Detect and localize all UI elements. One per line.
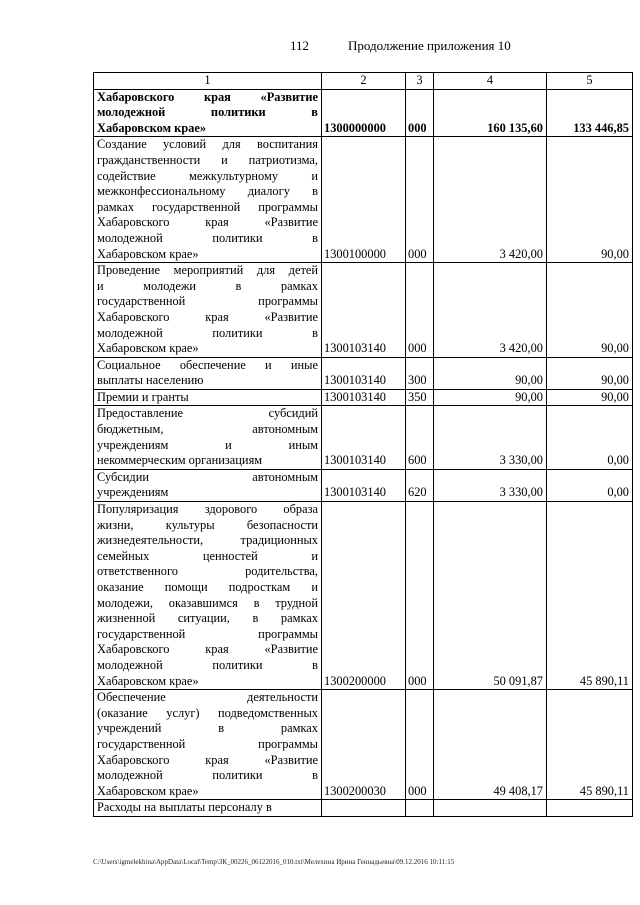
table-row	[94, 357, 633, 389]
expense-type-code: 620	[406, 469, 434, 501]
target-article-code: 1300103140	[322, 263, 406, 358]
row-name-line: содействие межкультурному и	[97, 168, 318, 183]
amount-2018: 133 446,85	[547, 89, 633, 137]
table-row	[94, 690, 633, 800]
target-article-code: 1300100000	[322, 137, 406, 263]
column-number-row	[94, 73, 633, 90]
row-name	[94, 389, 322, 406]
expense-type-code: 000	[406, 263, 434, 358]
target-article-code: 1300103140	[322, 406, 406, 469]
target-article-code: 1300103140	[322, 389, 406, 406]
amount-2017: 3 330,00	[434, 406, 547, 469]
amount-2017: 160 135,60	[434, 89, 547, 137]
row-name-line: выплаты населению	[97, 373, 204, 388]
target-article-code	[322, 800, 406, 817]
amount-2018	[547, 800, 633, 817]
expense-type-code: 000	[406, 89, 434, 137]
row-name	[94, 357, 322, 389]
budget-table	[93, 72, 633, 817]
page-header	[0, 38, 640, 58]
row-name-line: учреждениям	[97, 485, 169, 500]
amount-2017: 90,00	[434, 357, 547, 389]
expense-type-code: 600	[406, 406, 434, 469]
expense-type-code: 000	[406, 690, 434, 800]
row-name-line: Хабаровском крае»	[97, 673, 199, 688]
row-name	[94, 800, 322, 817]
row-name	[94, 406, 322, 469]
row-name-line: государственной программы	[97, 626, 318, 641]
row-name-line: молодежной политики в	[97, 230, 318, 245]
row-name-line: Хабаровском крае»	[97, 246, 199, 261]
amount-2017: 49 408,17	[434, 690, 547, 800]
amount-2017: 3 420,00	[434, 263, 547, 358]
row-name	[94, 469, 322, 501]
row-name	[94, 502, 322, 690]
row-name-line: государственной программы	[97, 294, 318, 309]
row-name-line: Предоставление субсидий	[97, 406, 318, 421]
row-name-line: государственной программы	[97, 736, 318, 751]
row-name-line: некоммерческим организациям	[97, 453, 263, 468]
expense-type-code	[406, 800, 434, 817]
row-name-line: и молодежи в рамках	[97, 278, 318, 293]
row-name-line: гражданственности и патриотизма,	[97, 152, 318, 167]
target-article-code: 1300200030	[322, 690, 406, 800]
table-row	[94, 502, 633, 690]
amount-2017: 3 420,00	[434, 137, 547, 263]
table-row	[94, 137, 633, 263]
table-row	[94, 800, 633, 817]
row-name-line: молодежной политики в	[97, 105, 318, 120]
row-name-line: жизненной ситуации, в рамках	[97, 611, 318, 626]
table-row	[94, 263, 633, 358]
amount-2018: 90,00	[547, 137, 633, 263]
amount-2017	[434, 800, 547, 817]
column-number-4: 4	[434, 73, 547, 90]
amount-2018: 45 890,11	[547, 690, 633, 800]
row-name-line: Социальное обеспечение и иные	[97, 357, 318, 372]
row-name-line: жизни, культуры безопасности	[97, 517, 318, 532]
row-name-line: Хабаровского края «Развитие	[97, 752, 318, 767]
row-name-line: рамках государственной программы	[97, 199, 318, 214]
row-name-line: молодежной политики в	[97, 325, 318, 340]
amount-2018: 0,00	[547, 406, 633, 469]
row-name-line: жизнедеятельности, традиционных	[97, 533, 318, 548]
target-article-code: 1300103140	[322, 357, 406, 389]
row-name-line: семейных ценностей и	[97, 548, 318, 563]
row-name-line: Обеспечение деятельности	[97, 690, 318, 705]
table-row	[94, 406, 633, 469]
row-name	[94, 263, 322, 358]
row-name	[94, 137, 322, 263]
row-name-line: оказание помощи подросткам и	[97, 580, 318, 594]
amount-2017: 50 091,87	[434, 502, 547, 690]
amount-2017: 90,00	[434, 389, 547, 406]
table-row	[94, 89, 633, 137]
row-name	[94, 690, 322, 800]
row-name-line: (оказание услуг) подведомственных	[97, 705, 318, 720]
row-name	[94, 89, 322, 137]
file-path-footer: C:\Users\igmelekhina\AppData\Local\Temp\ЗК_00226_06122016_010.txt\Мелехина Ирина Геннадьевна\09.12.2016 10:11:15	[93, 858, 455, 866]
amount-2018: 90,00	[547, 263, 633, 358]
row-name-line: учреждениям и иным	[97, 437, 318, 452]
amount-2018: 90,00	[547, 389, 633, 406]
column-number-5: 5	[547, 73, 633, 90]
row-name-line: Хабаровского края «Развитие	[97, 642, 318, 657]
row-name-line: Проведение мероприятий для детей	[97, 263, 318, 278]
amount-2017: 3 330,00	[434, 469, 547, 501]
expense-type-code: 000	[406, 137, 434, 263]
row-name-line: Хабаровском крае»	[97, 783, 199, 798]
row-name-line: молодежной политики в	[97, 657, 318, 672]
amount-2018: 45 890,11	[547, 502, 633, 690]
table-row	[94, 389, 633, 406]
column-number-1: 1	[94, 73, 322, 90]
row-name-line: Расходы на выплаты персоналу в	[97, 800, 272, 815]
table-row	[94, 469, 633, 501]
target-article-code: 1300103140	[322, 469, 406, 501]
row-name-line: Хабаровском крае»	[97, 120, 207, 135]
column-number-3: 3	[406, 73, 434, 90]
row-name-line: учреждений в рамках	[97, 721, 318, 736]
row-name-line: молодежи, оказавшимся в трудной	[97, 595, 318, 610]
row-name-line: Хабаровского края «Развитие	[97, 215, 318, 230]
row-name-line: молодежной политики в	[97, 768, 318, 783]
row-name-line: Хабаровского края «Развитие	[97, 309, 318, 324]
row-name-line: Популяризация здорового образа	[97, 502, 318, 517]
row-name-line: Субсидии автономным	[97, 469, 318, 484]
expense-type-code: 000	[406, 502, 434, 690]
row-name-line: Хабаровском крае»	[97, 341, 199, 356]
expense-type-code: 300	[406, 357, 434, 389]
row-name-line: Создание условий для воспитания	[97, 137, 318, 152]
column-number-2: 2	[322, 73, 406, 90]
row-name-line: Премии и гранты	[97, 389, 189, 404]
row-name-line: Хабаровского края «Развитие	[97, 89, 318, 104]
expense-type-code: 350	[406, 389, 434, 406]
target-article-code: 1300000000	[322, 89, 406, 137]
appendix-caption: Продолжение приложения 10	[348, 38, 511, 53]
row-name-line: бюджетным, автономным	[97, 422, 318, 437]
row-name-line: ответственного родительства,	[97, 564, 318, 579]
amount-2018: 90,00	[547, 357, 633, 389]
row-name-line: межконфессиональному диалогу в	[97, 184, 318, 199]
page-number: 112	[290, 38, 310, 53]
amount-2018: 0,00	[547, 469, 633, 501]
target-article-code: 1300200000	[322, 502, 406, 690]
